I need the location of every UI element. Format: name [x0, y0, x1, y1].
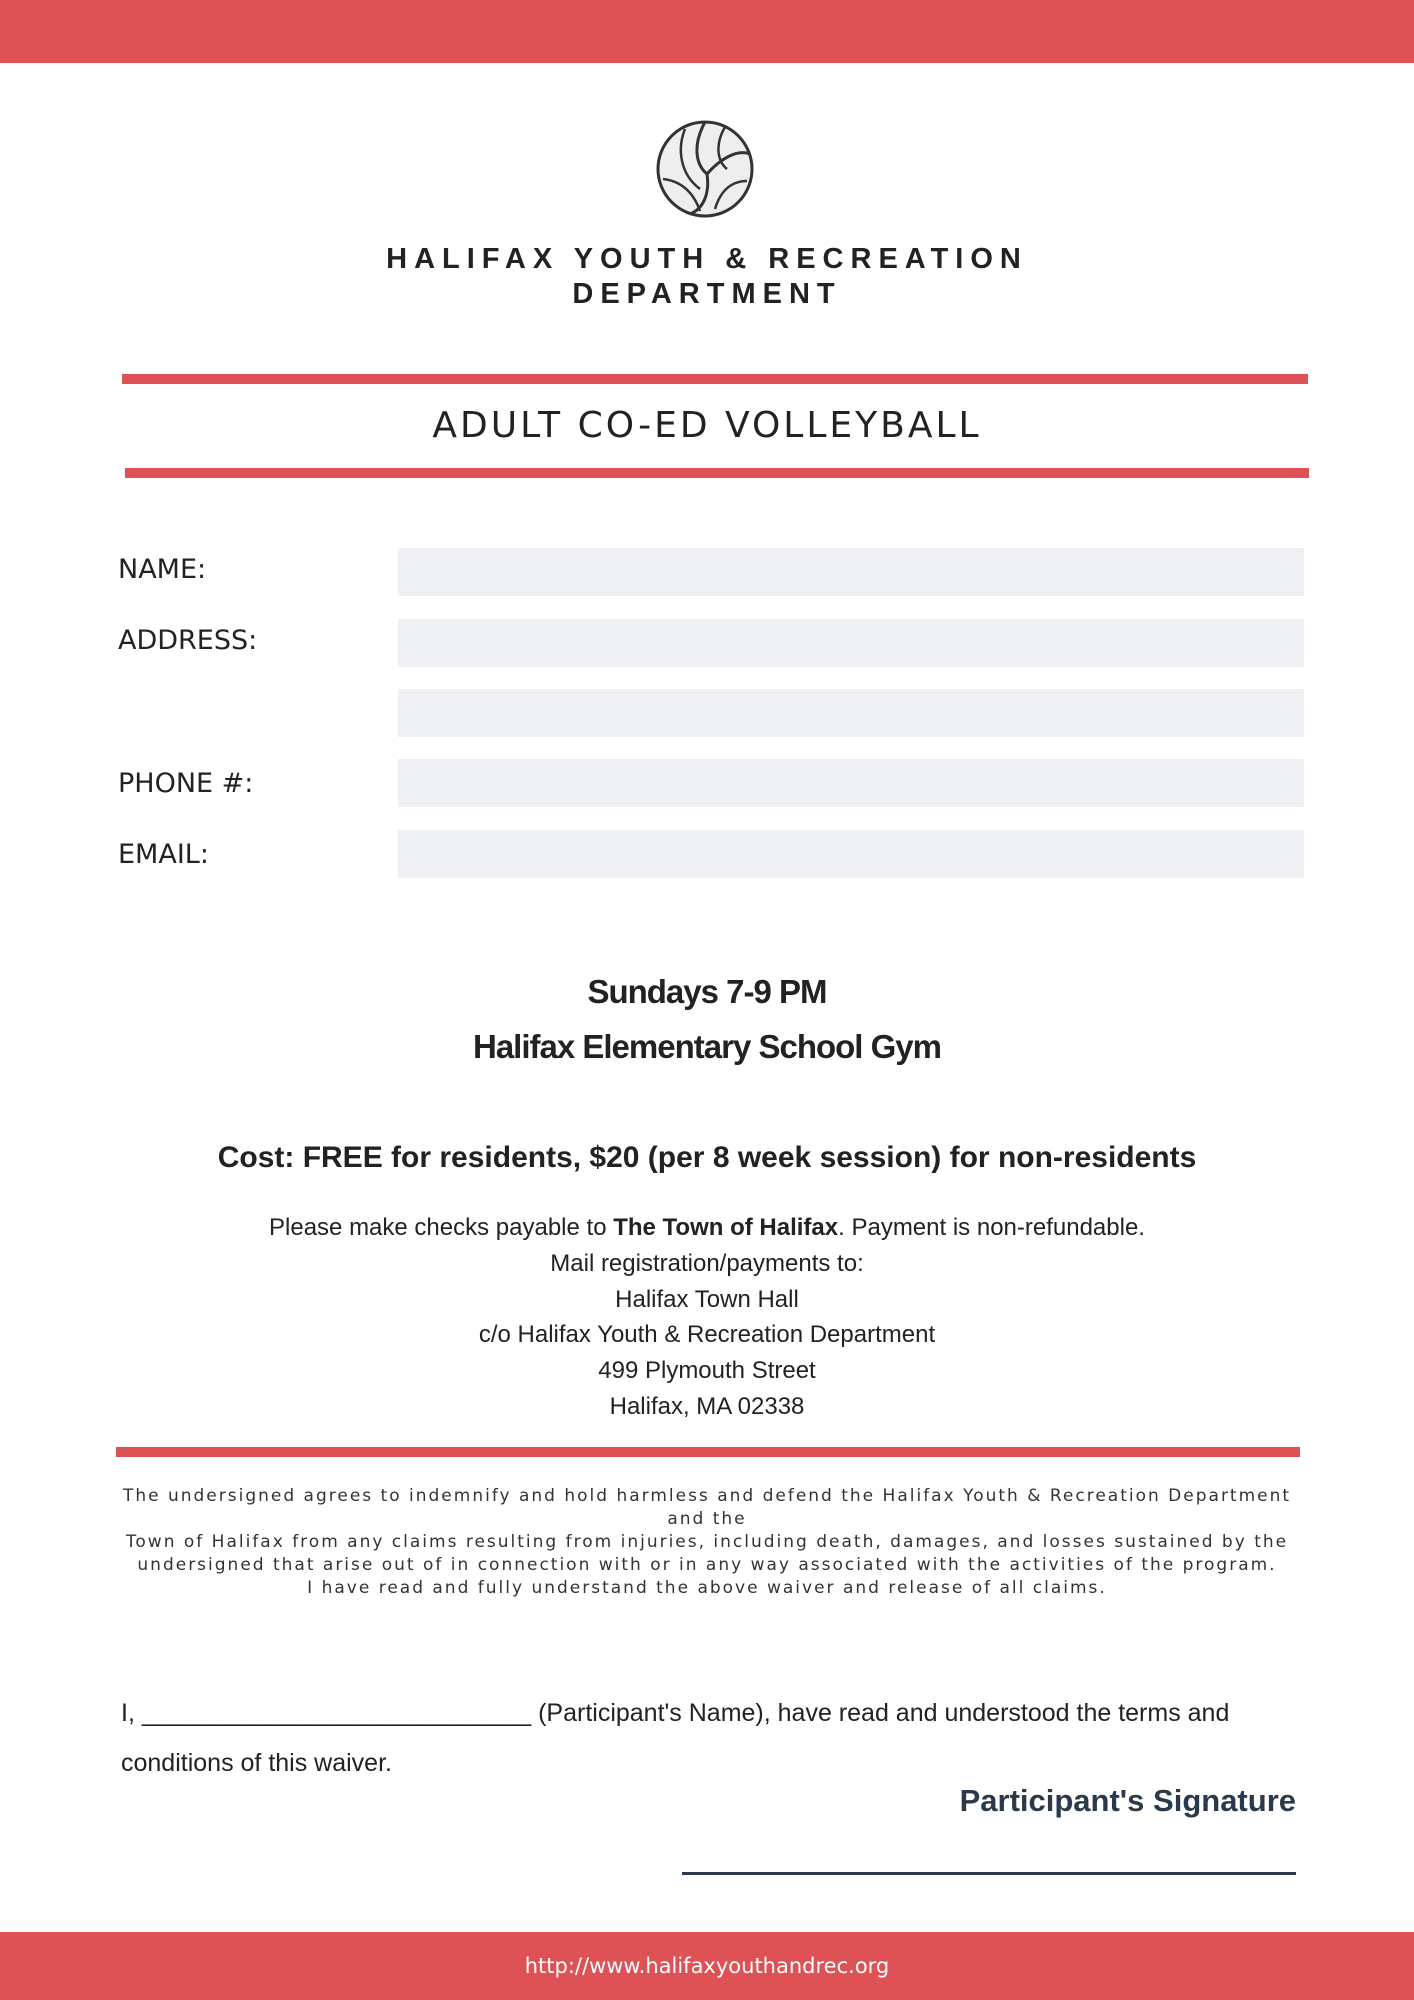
mail-address-line: c/o Halifax Youth & Recreation Department	[478, 1321, 936, 1348]
top-accent-bar	[0, 0, 1414, 63]
checks-payable-text	[0, 1214, 1414, 1242]
checks-suffix: . Payment is non-refundable.	[838, 1214, 1145, 1241]
signature-label: Participant's Signature	[959, 1783, 1296, 1818]
acknowledgement-text: I, ____________________________ (Participant's Name), have read and understood the terms and conditions of this waiver.	[121, 1699, 1230, 1777]
name-label: NAME:	[118, 554, 207, 585]
phone-label: PHONE #:	[118, 768, 254, 799]
program-title: ADULT CO-ED VOLLEYBALL	[432, 405, 982, 446]
address-line2-field[interactable]	[398, 689, 1304, 737]
address-label: ADDRESS:	[118, 625, 258, 656]
name-field[interactable]	[398, 548, 1304, 596]
divider-above-waiver	[116, 1447, 1300, 1457]
email-label: EMAIL:	[118, 839, 209, 870]
website-link[interactable]: http://www.halifaxyouthandrec.org	[524, 1954, 890, 1978]
checks-prefix: Please make checks payable to	[269, 1214, 614, 1241]
divider-below-title	[125, 468, 1309, 478]
waiver-line: undersigned that arise out of in connection with or in any way associated with the activities of the program.	[137, 1555, 1277, 1575]
waiver-line: The undersigned agrees to indemnify and hold harmless and defend the Halifax Youth & Recreation Department and the	[122, 1486, 1292, 1529]
schedule-time: Sundays 7-9 PM	[587, 973, 827, 1010]
payee-name: The Town of Halifax	[613, 1214, 839, 1241]
mail-intro: Mail registration/payments to:	[550, 1250, 864, 1277]
cost-text: Cost: FREE for residents, $20 (per 8 week session) for non-residents	[217, 1141, 1197, 1174]
mail-address-line: Halifax, MA 02338	[609, 1393, 805, 1420]
waiver-text	[115, 1485, 1299, 1600]
mail-address-line: 499 Plymouth Street	[598, 1357, 816, 1384]
phone-field[interactable]	[398, 759, 1304, 807]
signature-line[interactable]	[682, 1872, 1296, 1875]
org-name-line1: HALIFAX YOUTH & RECREATION	[386, 243, 1028, 275]
address-line1-field[interactable]	[398, 619, 1304, 667]
footer-bar	[0, 1932, 1414, 2000]
mail-address-line: Halifax Town Hall	[615, 1286, 799, 1313]
org-name-line2: DEPARTMENT	[572, 278, 842, 310]
email-field[interactable]	[398, 830, 1304, 878]
waiver-line: Town of Halifax from any claims resulting from injuries, including death, damages, and losses sustained by the	[125, 1532, 1289, 1552]
waiver-line: I have read and fully understand the above waiver and release of all claims.	[307, 1578, 1107, 1598]
schedule-location: Halifax Elementary School Gym	[472, 1028, 941, 1065]
divider-top	[122, 374, 1308, 384]
volleyball-icon	[655, 119, 755, 219]
